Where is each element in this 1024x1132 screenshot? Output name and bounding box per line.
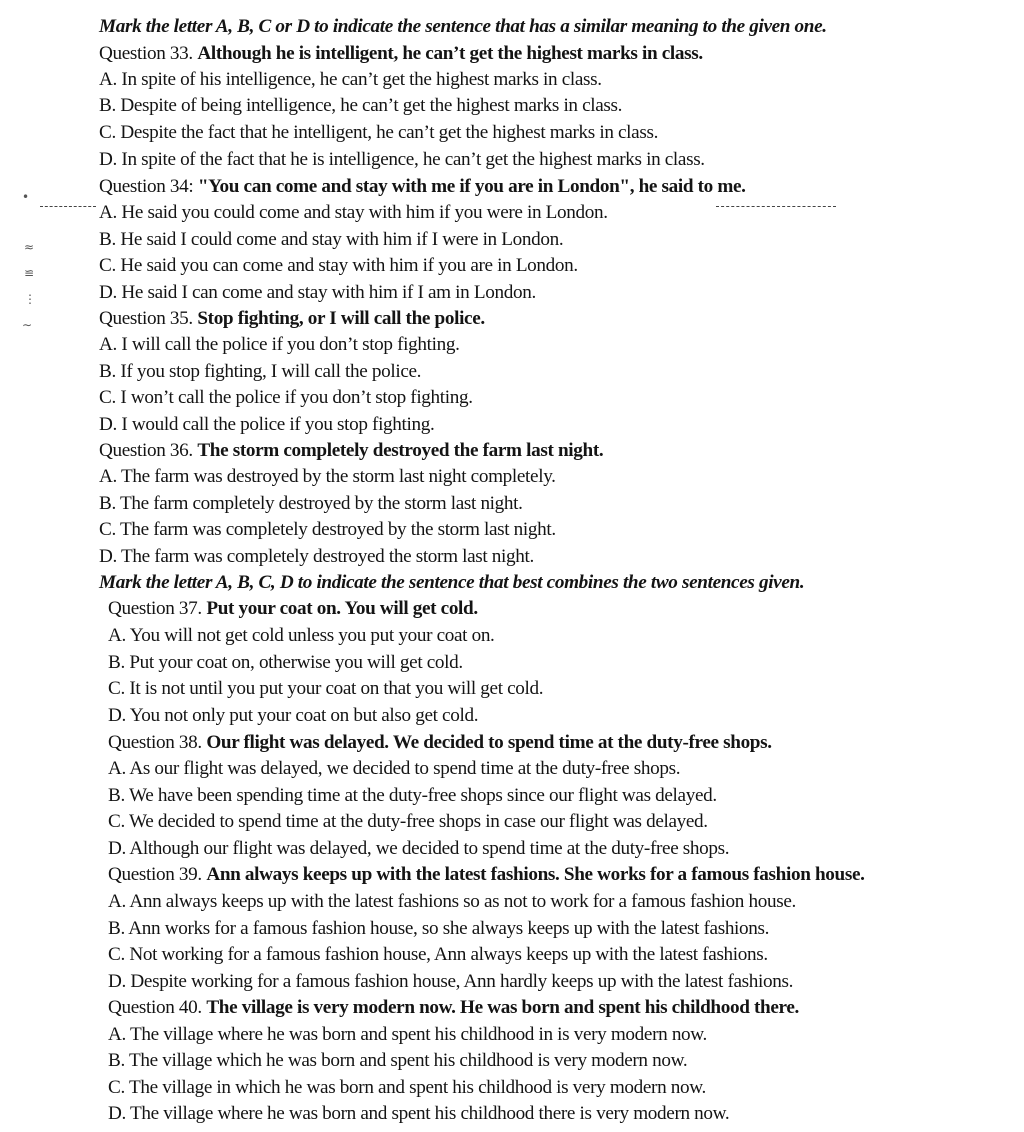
answer-option: B. Ann works for a famous fashion house, so she always keeps up with the latest fashions. — [108, 918, 770, 939]
answer-option: A. I will call the police if you don’t stop fighting. — [99, 334, 460, 355]
answer-option: C. We decided to spend time at the duty-free shops in case our flight was delayed. — [108, 811, 708, 832]
question-heading — [99, 174, 746, 200]
scan-dash-divider-right — [716, 206, 836, 207]
question-heading — [99, 438, 603, 464]
question-heading — [99, 41, 703, 67]
question-heading — [108, 596, 478, 622]
question-heading — [108, 730, 772, 756]
question-heading — [108, 995, 799, 1021]
question-prompt: The storm completely destroyed the farm last night. — [197, 440, 604, 461]
question-prompt: Our flight was delayed. We decided to spend time at the duty-free shops. — [206, 732, 772, 753]
scan-dash-divider — [40, 206, 96, 207]
answer-option: D. The farm was completely destroyed the storm last night. — [99, 546, 534, 567]
answer-option: D. The village where he was born and spent his childhood there is very modern now. — [108, 1103, 730, 1124]
answer-option: A. He said you could come and stay with him if you were in London. — [99, 202, 608, 223]
answer-option: A. As our flight was delayed, we decided to spend time at the duty-free shops. — [108, 758, 681, 779]
question-prompt: Although he is intelligent, he can’t get the highest marks in class. — [197, 43, 703, 64]
question-prompt: "You can come and stay with me if you are in London", he said to me. — [197, 176, 746, 197]
scan-mark-icon: • — [22, 190, 30, 204]
scan-mark-icon: ∼ — [22, 318, 33, 332]
answer-option: A. The farm was destroyed by the storm last night completely. — [99, 466, 556, 487]
answer-option: D. You not only put your coat on but also get cold. — [108, 705, 479, 726]
answer-option: C. The village in which he was born and spent his childhood is very modern now. — [108, 1077, 706, 1098]
question-heading — [108, 862, 865, 888]
answer-option: C. I won’t call the police if you don’t stop fighting. — [99, 387, 473, 408]
question-prompt: Put your coat on. You will get cold. — [206, 598, 478, 619]
answer-option: D. Although our flight was delayed, we decided to spend time at the duty-free shops. — [108, 838, 730, 859]
answer-option: D. I would call the police if you stop fighting. — [99, 414, 435, 435]
answer-option: D. In spite of the fact that he is intelligence, he can’t get the highest marks in class. — [99, 149, 705, 170]
question-number: Question 36. — [99, 440, 193, 461]
answer-option: B. He said I could come and stay with him if I were in London. — [99, 229, 564, 250]
question-prompt: Ann always keeps up with the latest fashions. She works for a famous fashion house. — [206, 864, 865, 885]
answer-option: B. The village which he was born and spent his childhood is very modern now. — [108, 1050, 688, 1071]
answer-option: D. Despite working for a famous fashion house, Ann hardly keeps up with the latest fashions. — [108, 971, 794, 992]
answer-option: B. Despite of being intelligence, he can’t get the highest marks in class. — [99, 95, 623, 116]
answer-option: C. Not working for a famous fashion house, Ann always keeps up with the latest fashions. — [108, 944, 768, 965]
section-instruction: Mark the letter A, B, C or D to indicate the sentence that has a similar meaning to the given one. — [99, 16, 827, 37]
answer-option: D. He said I can come and stay with him if I am in London. — [99, 282, 536, 303]
question-number: Question 35. — [99, 308, 193, 329]
scan-mark-icon: ≈ — [24, 240, 35, 254]
answer-option: A. Ann always keeps up with the latest fashions so as not to work for a famous fashion house. — [108, 891, 796, 912]
answer-option: C. The farm was completely destroyed by the storm last night. — [99, 519, 556, 540]
question-number: Question 34: — [99, 176, 194, 197]
question-prompt: Stop fighting, or I will call the police. — [197, 308, 485, 329]
answer-option: C. It is not until you put your coat on that you will get cold. — [108, 678, 544, 699]
answer-option: A. In spite of his intelligence, he can’t get the highest marks in class. — [99, 69, 602, 90]
question-number: Question 40. — [108, 997, 202, 1018]
scan-mark-icon: ⋮ — [24, 292, 36, 306]
answer-option: C. He said you can come and stay with him if you are in London. — [99, 255, 578, 276]
answer-option: B. We have been spending time at the duty-free shops since our flight was delayed. — [108, 785, 717, 806]
question-number: Question 38. — [108, 732, 202, 753]
answer-option: B. The farm completely destroyed by the storm last night. — [99, 493, 523, 514]
question-prompt: The village is very modern now. He was born and spent his childhood there. — [206, 997, 799, 1018]
answer-option: B. If you stop fighting, I will call the police. — [99, 361, 422, 382]
answer-option: A. The village where he was born and spent his childhood in is very modern now. — [108, 1024, 708, 1045]
answer-option: C. Despite the fact that he intelligent, he can’t get the highest marks in class. — [99, 122, 659, 143]
question-number: Question 33. — [99, 43, 193, 64]
answer-option: B. Put your coat on, otherwise you will get cold. — [108, 652, 463, 673]
scan-mark-icon: ≌ — [24, 266, 35, 280]
section-instruction: Mark the letter A, B, C, D to indicate the sentence that best combines the two sentences given. — [99, 572, 805, 593]
question-heading — [99, 306, 485, 332]
question-number: Question 39. — [108, 864, 202, 885]
exam-page — [0, 4, 1024, 1132]
question-number: Question 37. — [108, 598, 202, 619]
answer-option: A. You will not get cold unless you put your coat on. — [108, 625, 495, 646]
